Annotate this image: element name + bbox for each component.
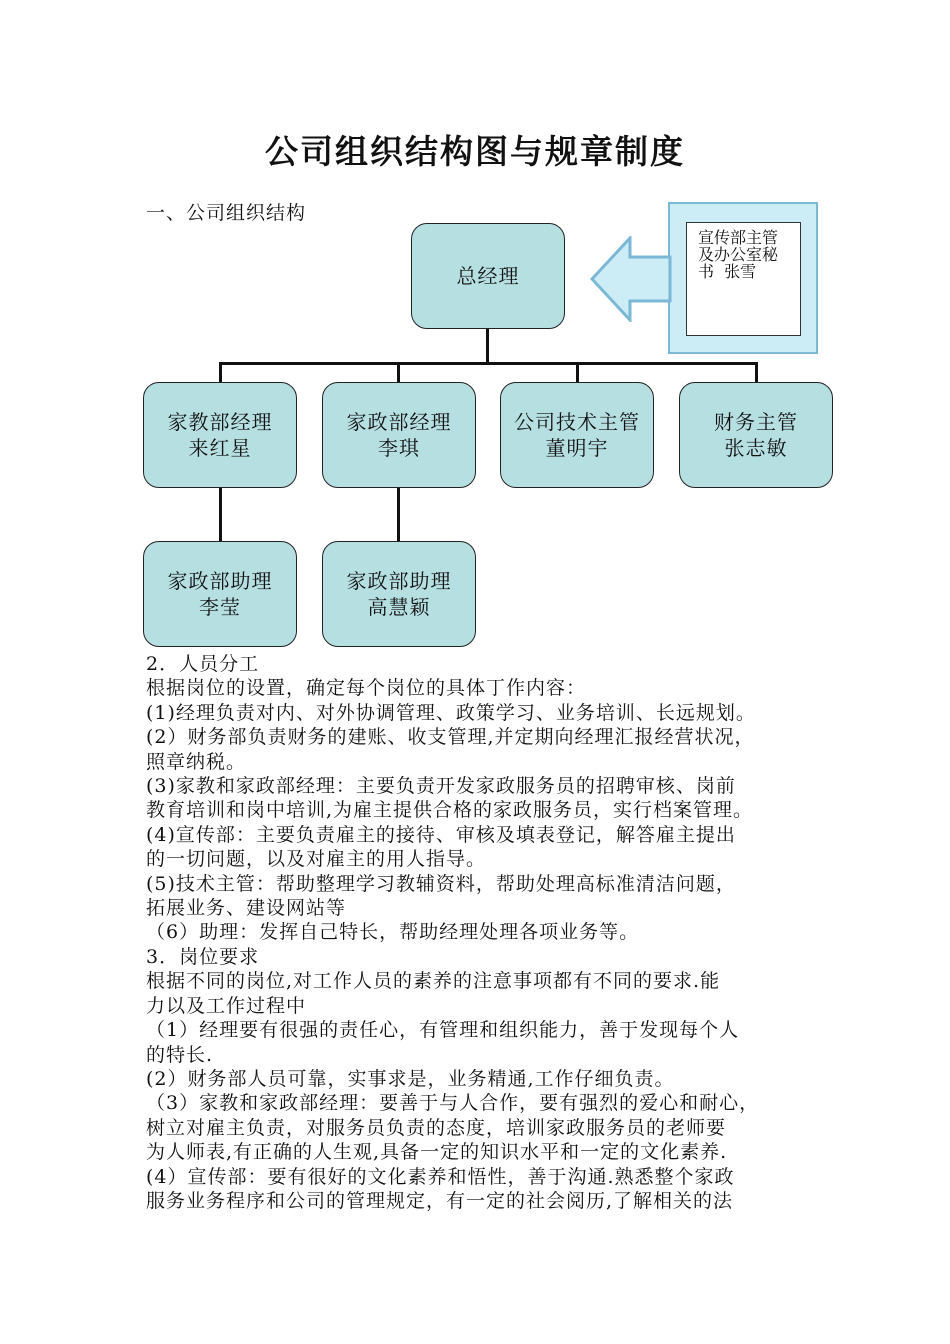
assistant-box-1 <box>143 541 297 647</box>
body-line: 为人师表,有正确的人生观,具备一定的知识水平和一定的文化素养. <box>146 1141 728 1164</box>
body-line: 力以及工作过程中 <box>146 994 307 1017</box>
body-line: 教育培训和岗中培训,为雇主提供合格的家政服务员，实行档案管理。 <box>146 799 754 822</box>
body-line: （3）家教和家政部经理：要善于与人合作，要有强烈的爱心和耐心， <box>146 1092 760 1115</box>
side-note-line: 及办公室秘 <box>698 245 779 264</box>
dept-box-housekeeping <box>322 382 476 488</box>
body-line: （1）经理要有很强的责任心，有管理和组织能力，善于发现每个人 <box>146 1019 740 1042</box>
assistant-person: 李莹 <box>199 595 241 619</box>
body-line: (2）财务部负责财务的建账、收支管理,并定期向经理汇报经营状况， <box>146 726 755 749</box>
body-line: 拓展业务、建设网站等 <box>146 897 347 920</box>
body-line: （6）助理：发挥自己特长，帮助经理处理各项业务等。 <box>146 921 640 944</box>
dept-person: 董明宇 <box>545 436 609 460</box>
body-line: 树立对雇主负责，对服务员负责的态度，培训家政服务员的老师要 <box>146 1116 727 1139</box>
body-text <box>146 652 826 1213</box>
side-note-box <box>686 222 801 336</box>
body-line: 的一切问题，以及对雇主的用人指导。 <box>146 848 487 871</box>
body-line: 2．人员分工 <box>146 653 260 675</box>
page-title: 公司组织结构图与规章制度 <box>265 132 685 171</box>
body-line: 3．岗位要求 <box>146 945 260 968</box>
connector-gm-down <box>486 328 489 363</box>
body-line: 根据不同的岗位,对工作人员的素养的注意事项都有不同的要求.能 <box>146 970 721 993</box>
body-line: (1)经理负责对内、对外协调管理、政策学习、业务培训、长远规划。 <box>146 701 756 724</box>
section-heading: 一、公司组织结构 <box>146 202 307 224</box>
body-line: 服务业务程序和公司的管理规定，有一定的社会阅历,了解相关的法 <box>146 1189 734 1212</box>
assistant-box-2 <box>322 541 476 647</box>
connector-dept4 <box>755 362 758 384</box>
dept-person: 张志敏 <box>724 436 788 460</box>
body-line: 根据岗位的设置，确定每个岗位的具体丁作内容： <box>146 677 587 700</box>
body-line: 的特长. <box>146 1043 214 1066</box>
assistant-title: 家政部助理 <box>167 569 273 593</box>
dept-box-technical <box>500 382 654 488</box>
connector-dept3 <box>576 362 579 384</box>
body-line: (5)技术主管：帮助整理学习教辅资料，帮助处理高标准清洁问题， <box>146 872 736 895</box>
dept-title: 公司技术主管 <box>514 410 640 434</box>
body-line: 照章纳税。 <box>146 750 247 773</box>
connector-assistant2 <box>397 486 400 542</box>
dept-title: 财务主管 <box>714 410 798 434</box>
dept-box-family-tutoring <box>143 382 297 488</box>
general-manager-box <box>411 223 565 329</box>
dept-box-finance <box>679 382 833 488</box>
connector-horizontal <box>219 362 758 365</box>
side-note-line: 书 张雪 <box>698 262 757 281</box>
general-manager-label: 总经理 <box>456 264 520 288</box>
connector-dept2 <box>397 362 400 384</box>
dept-person: 来红星 <box>188 436 252 460</box>
dept-title: 家教部经理 <box>167 410 273 434</box>
dept-person: 李琪 <box>378 436 420 460</box>
body-line: (2）财务部人员可靠，实事求是，业务精通,工作仔细负责。 <box>146 1067 675 1090</box>
body-line: (3)家教和家政部经理：主要负责开发家政服务员的招聘审核、岗前 <box>146 775 736 798</box>
body-line: (4）宣传部：要有很好的文化素养和悟性，善于沟通.熟悉整个家政 <box>146 1165 735 1188</box>
connector-dept1 <box>219 362 222 384</box>
dept-title: 家政部经理 <box>346 410 452 434</box>
connector-assistant1 <box>219 486 222 542</box>
assistant-person: 高慧颖 <box>367 595 431 619</box>
assistant-title: 家政部助理 <box>346 569 452 593</box>
side-note-line: 宣传部主管 <box>698 228 779 247</box>
arrow-left-icon <box>590 236 672 322</box>
body-line: (4)宣传部：主要负责雇主的接待、审核及填表登记，解答雇主提出 <box>146 823 736 846</box>
